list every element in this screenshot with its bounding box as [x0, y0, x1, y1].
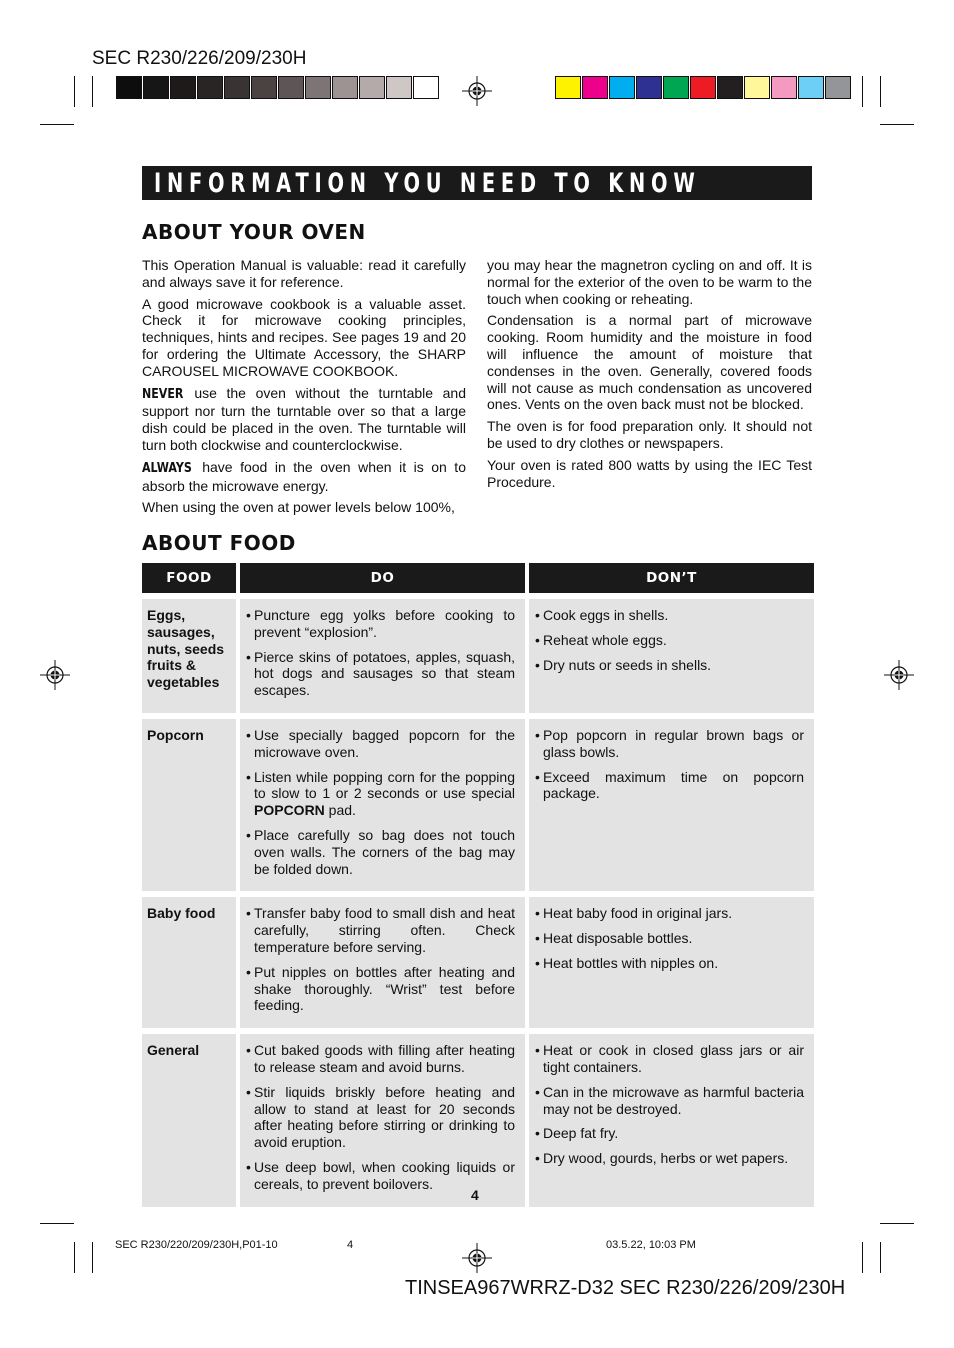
crop-mark — [880, 124, 914, 125]
crop-mark — [74, 1242, 75, 1273]
item-text: Puncture egg yolks before cooking to prevent “explosion”. — [254, 607, 515, 640]
bullet-icon: • — [246, 1083, 251, 1100]
emphasis-never: NEVER — [142, 386, 184, 402]
item-text: Can in the microwave as harmful bacteria may not be destroyed. — [543, 1083, 804, 1117]
crop-mark — [92, 1242, 93, 1273]
item-text: Place carefully so bag does not touch oven walls. The corners of the bag may be folded down. — [254, 826, 515, 877]
paragraph-text: you may hear the magnetron cycling on and off. It is normal for the exterior of the oven to be warm to the touch when cooking or reheating. — [487, 257, 812, 307]
about-oven-right-column — [487, 257, 812, 495]
paragraph — [142, 385, 466, 454]
emphasis-always: ALWAYS — [142, 460, 192, 476]
item-text: Deep fat fry. — [543, 1125, 619, 1142]
do-item — [246, 905, 515, 955]
bullet-icon: • — [246, 726, 251, 743]
paragraph-text: Condensation is a normal part of microwave cooking. Room humidity and the moisture in food will influence the amount of moisture that condenses in the oven. Generally, covered foods will not cause as much condensation as uncovered ones. Vents on the oven back must not be blocked. — [487, 312, 812, 413]
item-text: Dry wood, gourds, herbs or wet papers. — [543, 1150, 789, 1167]
dont-item — [535, 1042, 804, 1076]
process-color-bar — [555, 76, 852, 99]
do-item — [246, 827, 515, 877]
crop-mark — [880, 1223, 914, 1224]
color-swatch — [636, 76, 662, 99]
paragraph — [487, 312, 812, 413]
do-item — [246, 1084, 515, 1151]
color-swatch — [798, 76, 824, 99]
bullet-icon: • — [535, 631, 540, 648]
dont-item — [535, 930, 804, 947]
dont-list — [529, 599, 814, 713]
do-item — [246, 727, 515, 761]
bullet-icon: • — [535, 1125, 540, 1142]
bullet-icon: • — [246, 768, 251, 785]
color-swatch — [582, 76, 608, 99]
footer-file-name: SEC R230/220/209/230H,P01-10 — [115, 1239, 278, 1251]
item-text: Reheat whole eggs. — [543, 631, 667, 648]
column-header-do: DO — [240, 563, 525, 593]
page-number: 4 — [471, 1187, 479, 1203]
item-text: Transfer baby food to small dish and heat carefully, stirring often. Check temperature before serving. — [254, 905, 515, 955]
footer-page: 4 — [347, 1239, 354, 1251]
do-item — [246, 1042, 515, 1076]
dont-item — [535, 905, 804, 922]
column-header-food: FOOD — [142, 563, 236, 593]
bullet-icon: • — [535, 1042, 540, 1059]
crop-mark — [74, 76, 75, 107]
paragraph — [487, 418, 812, 452]
item-text: Pop popcorn in regular brown bags or glass bowls. — [543, 726, 804, 760]
item-text: Stir liquids briskly before heating and allow to stand at least for 20 seconds after heating before stirring or drinking to avoid eruption. — [254, 1083, 515, 1151]
item-text: Dry nuts or seeds in shells. — [543, 656, 712, 673]
paragraph-text: Your oven is rated 800 watts by using the IEC Test Procedure. — [487, 456, 812, 490]
color-swatch — [413, 76, 439, 99]
food-table-wrapper — [138, 563, 818, 1207]
item-text: Use specially bagged popcorn for the microwave oven. — [254, 726, 515, 760]
popcorn-pad-label: POPCORN — [254, 802, 325, 819]
do-list — [240, 897, 525, 1028]
color-swatch — [116, 76, 142, 99]
color-swatch — [251, 76, 277, 99]
header-model-code: SEC R230/226/209/230H — [92, 48, 307, 69]
item-text: Cook eggs in shells. — [543, 607, 669, 623]
bullet-icon: • — [535, 1150, 540, 1167]
food-category: Popcorn — [142, 719, 236, 891]
food-category: Baby food — [142, 897, 236, 1028]
bullet-icon: • — [535, 726, 540, 743]
registration-mark-icon — [462, 1243, 492, 1273]
dont-item — [535, 607, 804, 624]
food-table-row — [142, 897, 814, 1028]
item-text: Heat bottles with nipples on. — [543, 954, 719, 971]
paragraph — [487, 257, 812, 307]
color-swatch — [170, 76, 196, 99]
bullet-icon: • — [535, 607, 540, 623]
color-swatch — [825, 76, 851, 99]
gray-color-bar — [116, 76, 440, 99]
do-list — [240, 719, 525, 891]
food-table-row — [142, 599, 814, 713]
dont-item — [535, 1125, 804, 1142]
paragraph — [142, 257, 466, 291]
page-title: INFORMATION YOU NEED TO KNOW — [154, 168, 701, 199]
dont-item — [535, 657, 804, 674]
color-swatch — [555, 76, 581, 99]
bullet-icon: • — [246, 963, 251, 980]
paragraph-text: This Operation Manual is valuable: read it carefully and always save it for reference. — [142, 257, 466, 290]
page-title-banner — [142, 166, 812, 200]
crop-mark — [40, 1223, 74, 1224]
bullet-icon: • — [246, 1158, 251, 1175]
paragraph-text: The oven is for food preparation only. It should not be used to dry clothes or newspapers. — [487, 418, 812, 451]
dont-list — [529, 1034, 814, 1206]
do-item — [246, 649, 515, 699]
paragraph-text: When using the oven at power levels below 100%, — [142, 499, 455, 516]
color-swatch — [690, 76, 716, 99]
crop-mark — [92, 76, 93, 107]
color-swatch — [278, 76, 304, 99]
item-text: Pierce skins of potatoes, apples, squash, hot dogs and sausages so that steam escapes. — [254, 648, 515, 699]
crop-mark — [40, 124, 74, 125]
bullet-icon: • — [535, 1083, 540, 1100]
item-text: Cut baked goods with filling after heating to release steam and avoid burns. — [254, 1042, 515, 1075]
bullet-icon: • — [246, 607, 251, 623]
food-table-row — [142, 1034, 814, 1206]
color-swatch — [717, 76, 743, 99]
item-text: Heat or cook in closed glass jars or air tight containers. — [543, 1042, 804, 1075]
color-swatch — [197, 76, 223, 99]
bullet-icon: • — [246, 826, 251, 843]
about-oven-left-column — [142, 257, 466, 521]
dont-item — [535, 1150, 804, 1167]
do-item — [246, 769, 515, 819]
item-text: Heat baby food in original jars. — [543, 905, 733, 922]
bullet-icon: • — [246, 1042, 251, 1059]
paragraph — [142, 499, 466, 516]
registration-mark-icon — [40, 660, 70, 690]
dont-item — [535, 727, 804, 761]
paragraph-text: A good microwave cookbook is a valuable asset. Check it for microwave cooking principles, techniques, hints and recipes. See pages 19 and 20 for ordering the Ultimate Accessory, the SHARP CAROUSEL MICROWAVE COOKBOOK. — [142, 295, 466, 379]
footer-timestamp: 03.5.22, 10:03 PM — [606, 1239, 696, 1251]
bullet-icon: • — [535, 930, 540, 947]
color-swatch — [305, 76, 331, 99]
food-table-row — [142, 719, 814, 891]
registration-mark-icon — [884, 660, 914, 690]
dont-list — [529, 897, 814, 1028]
item-text: Put nipples on bottles after heating and shake thoroughly. “Wrist” test before feeding. — [254, 963, 515, 1014]
item-text: Heat disposable bottles. — [543, 930, 693, 947]
about-food-heading: ABOUT FOOD — [142, 531, 296, 555]
food-category: Eggs, sausages, nuts, seeds fruits & vegetables — [142, 599, 236, 713]
paragraph-text: use the oven without the turntable and support nor turn the turntable over so that a large dish could be placed in the oven. The turntable will turn both clockwise and counterclockwise. — [142, 384, 466, 453]
do-item — [246, 607, 515, 641]
food-table-body — [142, 593, 814, 1207]
paragraph — [142, 459, 466, 495]
food-table — [138, 563, 818, 1207]
column-header-dont: DON’T — [529, 563, 814, 593]
paragraph — [142, 296, 466, 380]
crop-mark — [880, 1242, 881, 1273]
crop-mark — [862, 76, 863, 107]
color-swatch — [609, 76, 635, 99]
item-text: Listen while popping corn for the popping to slow to 1 or 2 seconds or use special POPCORN pad. — [254, 768, 515, 819]
item-text: Use deep bowl, when cooking liquids or cereals, to prevent boilovers. — [254, 1158, 515, 1192]
do-list — [240, 1034, 525, 1206]
bullet-icon: • — [535, 905, 540, 922]
dont-item — [535, 1084, 804, 1118]
crop-mark — [880, 76, 881, 107]
food-category: General — [142, 1034, 236, 1206]
crop-mark — [862, 1242, 863, 1273]
color-swatch — [771, 76, 797, 99]
color-swatch — [744, 76, 770, 99]
color-swatch — [359, 76, 385, 99]
paragraph-text: have food in the oven when it is on to absorb the microwave energy. — [142, 458, 466, 494]
dont-item — [535, 632, 804, 649]
bullet-icon: • — [246, 905, 251, 922]
dont-list — [529, 719, 814, 891]
color-swatch — [143, 76, 169, 99]
item-text: Exceed maximum time on popcorn package. — [543, 768, 804, 802]
bullet-icon: • — [535, 768, 540, 785]
dont-item — [535, 769, 804, 803]
color-swatch — [386, 76, 412, 99]
color-swatch — [332, 76, 358, 99]
paragraph — [487, 457, 812, 491]
do-item — [246, 964, 515, 1014]
footer-doc-code: TINSEA967WRRZ-D32 SEC R230/226/209/230H — [405, 1277, 846, 1299]
do-list — [240, 599, 525, 713]
registration-mark-icon — [462, 76, 492, 106]
bullet-icon: • — [535, 656, 540, 673]
bullet-icon: • — [535, 954, 540, 971]
about-oven-heading: ABOUT YOUR OVEN — [142, 220, 366, 244]
bullet-icon: • — [246, 648, 251, 665]
dont-item — [535, 955, 804, 972]
color-swatch — [224, 76, 250, 99]
color-swatch — [663, 76, 689, 99]
